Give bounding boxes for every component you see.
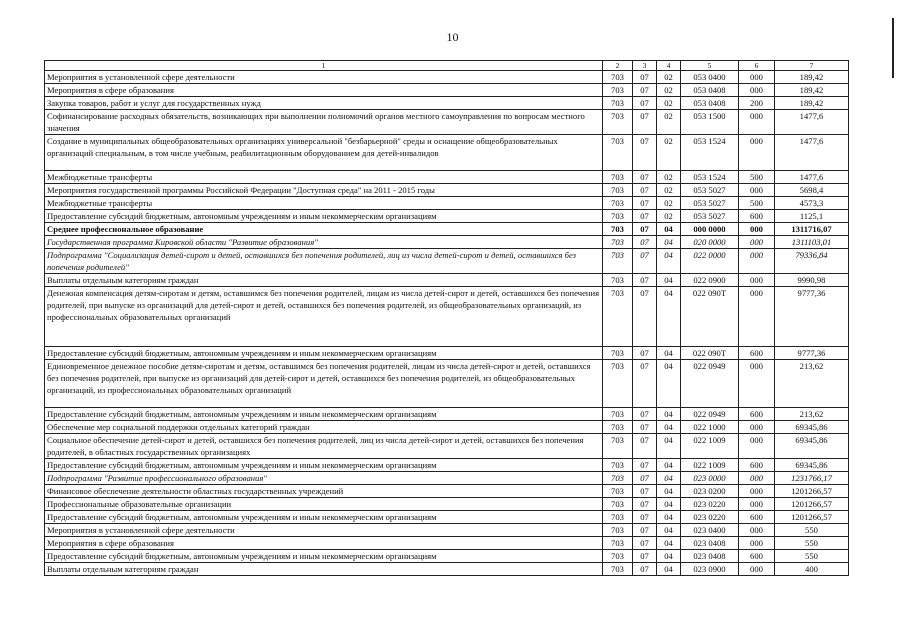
row-expense-type: 000 [739,184,775,197]
row-target-article: 023 0408 [681,550,739,563]
row-section: 07 [633,84,657,97]
row-amount: 69345,86 [775,459,849,472]
row-subsection: 02 [657,84,681,97]
row-subsection: 04 [657,287,681,347]
row-subsection: 04 [657,563,681,576]
row-expense-type: 000 [739,223,775,236]
row-subsection: 04 [657,347,681,360]
row-amount: 1477,6 [775,110,849,135]
row-expense-type: 200 [739,97,775,110]
row-subsection: 04 [657,274,681,287]
row-subsection: 04 [657,360,681,408]
row-name: Мероприятия в сфере образования [45,84,603,97]
header-cell: 1 [45,61,603,71]
row-amount: 4573,3 [775,197,849,210]
page-edge-mark [892,18,894,78]
row-code-admin: 703 [603,511,633,524]
row-code-admin: 703 [603,71,633,84]
row-name: Финансовое обеспечение деятельности областных государственных учреждений [45,485,603,498]
row-name: Предоставление субсидий бюджетным, автономным учреждениям и иным некоммерческим организациям [45,347,603,360]
header-cell: 6 [739,61,775,71]
table-row [45,550,849,563]
table-row [45,223,849,236]
row-code-admin: 703 [603,347,633,360]
row-name: Единовременное денежное пособие детям-сиротам и детям, оставшимся без попечения родителей, лицам из числа детей-сирот и детей, оставшихся без попечения родителей, при выпуске из организаций для детей-сирот и детей, оставшихся без попечения родителей, из общеобразовательных организаций, из профессиональных образовательных организаций [45,360,603,408]
row-target-article: 022 0949 [681,408,739,421]
budget-table [44,60,849,576]
row-section: 07 [633,210,657,223]
row-code-admin: 703 [603,135,633,171]
row-expense-type: 000 [739,84,775,97]
row-name: Мероприятия государственной программы Российской Федерации "Доступная среда" на 2011 - 2015 годы [45,184,603,197]
row-section: 07 [633,459,657,472]
row-expense-type: 600 [739,408,775,421]
row-section: 07 [633,347,657,360]
row-subsection: 02 [657,210,681,223]
row-subsection: 04 [657,434,681,459]
row-name: Предоставление субсидий бюджетным, автономным учреждениям и иным некоммерческим организациям [45,511,603,524]
row-target-article: 053 5027 [681,197,739,210]
table-row [45,408,849,421]
header-cell: 3 [633,61,657,71]
row-name: Предоставление субсидий бюджетным, автономным учреждениям и иным некоммерческим организациям [45,408,603,421]
row-amount: 550 [775,537,849,550]
row-name: Социальное обеспечение детей-сирот и детей, оставшихся без попечения родителей, лиц из числа детей-сирот и детей, оставшихся без попечения родителей, в областных государственных организациях [45,434,603,459]
row-amount: 1201266,57 [775,498,849,511]
row-target-article: 053 1524 [681,135,739,171]
table-row [45,236,849,249]
row-subsection: 04 [657,472,681,485]
row-amount: 69345,86 [775,434,849,459]
row-subsection: 04 [657,223,681,236]
row-section: 07 [633,197,657,210]
row-target-article: 053 0408 [681,84,739,97]
row-target-article: 022 0900 [681,274,739,287]
row-amount: 69345,86 [775,421,849,434]
row-name: Выплаты отдельным категориям граждан [45,274,603,287]
row-target-article: 053 0408 [681,97,739,110]
row-target-article: 053 1500 [681,110,739,135]
row-amount: 1477,6 [775,171,849,184]
row-code-admin: 703 [603,550,633,563]
row-target-article: 022 0000 [681,249,739,274]
row-code-admin: 703 [603,524,633,537]
row-expense-type: 000 [739,236,775,249]
row-expense-type: 000 [739,71,775,84]
row-target-article: 000 0000 [681,223,739,236]
row-name: Государственная программа Кировской области "Развитие образования" [45,236,603,249]
table-row [45,197,849,210]
table-row [45,249,849,274]
row-amount: 1311103,01 [775,236,849,249]
row-code-admin: 703 [603,97,633,110]
row-section: 07 [633,498,657,511]
table-row [45,537,849,550]
row-subsection: 04 [657,485,681,498]
row-subsection: 04 [657,408,681,421]
row-target-article: 022 1009 [681,434,739,459]
row-subsection: 04 [657,498,681,511]
row-section: 07 [633,421,657,434]
row-code-admin: 703 [603,472,633,485]
table-row [45,485,849,498]
row-expense-type: 600 [739,347,775,360]
row-target-article: 023 0408 [681,537,739,550]
row-expense-type: 500 [739,171,775,184]
table-row [45,84,849,97]
row-amount: 213,62 [775,408,849,421]
table-row [45,135,849,171]
row-expense-type: 000 [739,274,775,287]
table-row [45,274,849,287]
row-section: 07 [633,171,657,184]
row-name: Софинансирование расходных обязательств, возникающих при выполнении полномочий органов местного самоуправления по вопросам местного значения [45,110,603,135]
row-name: Мероприятия в сфере образования [45,537,603,550]
row-code-admin: 703 [603,421,633,434]
row-target-article: 022 1000 [681,421,739,434]
row-code-admin: 703 [603,485,633,498]
row-code-admin: 703 [603,223,633,236]
row-target-article: 022 1009 [681,459,739,472]
row-name: Профессиональные образовательные организации [45,498,603,511]
table-row [45,71,849,84]
row-code-admin: 703 [603,171,633,184]
row-name: Межбюджетные трансферты [45,197,603,210]
table-row [45,287,849,347]
row-code-admin: 703 [603,408,633,421]
header-cell: 5 [681,61,739,71]
row-code-admin: 703 [603,197,633,210]
row-target-article: 053 1524 [681,171,739,184]
row-expense-type: 000 [739,110,775,135]
row-expense-type: 000 [739,249,775,274]
row-expense-type: 000 [739,563,775,576]
row-name: Предоставление субсидий бюджетным, автономным учреждениям и иным некоммерческим организациям [45,459,603,472]
row-target-article: 023 0900 [681,563,739,576]
row-section: 07 [633,360,657,408]
row-amount: 400 [775,563,849,576]
row-section: 07 [633,511,657,524]
row-amount: 79336,84 [775,249,849,274]
row-name: Создание в муниципальных общеобразовательных организациях универсальной "безбарьерной" среды и оснащение общеобразовательных организаций специальным, в том числе учебным, реабилитационным оборудованием для детей-инвалидов [45,135,603,171]
row-section: 07 [633,71,657,84]
row-section: 07 [633,135,657,171]
row-code-admin: 703 [603,249,633,274]
row-target-article: 053 5027 [681,184,739,197]
row-name: Мероприятия в установленной сфере деятельности [45,71,603,84]
row-expense-type: 600 [739,210,775,223]
header-cell: 4 [657,61,681,71]
row-subsection: 02 [657,71,681,84]
row-target-article: 022 090Т [681,287,739,347]
row-section: 07 [633,274,657,287]
row-section: 07 [633,249,657,274]
row-expense-type: 000 [739,287,775,347]
row-subsection: 04 [657,421,681,434]
row-amount: 1201266,57 [775,511,849,524]
row-section: 07 [633,223,657,236]
row-subsection: 04 [657,550,681,563]
row-code-admin: 703 [603,459,633,472]
row-code-admin: 703 [603,537,633,550]
row-subsection: 04 [657,511,681,524]
row-expense-type: 000 [739,498,775,511]
row-name: Подпрограмма "Развитие профессионального образования" [45,472,603,485]
row-amount: 1201266,57 [775,485,849,498]
page-number: 10 [446,30,459,44]
table-header-row [45,61,849,71]
row-code-admin: 703 [603,563,633,576]
row-subsection: 02 [657,171,681,184]
row-code-admin: 703 [603,210,633,223]
row-code-admin: 703 [603,236,633,249]
row-subsection: 02 [657,110,681,135]
row-code-admin: 703 [603,360,633,408]
header-cell: 7 [775,61,849,71]
row-section: 07 [633,550,657,563]
row-amount: 9777,36 [775,287,849,347]
row-section: 07 [633,537,657,550]
row-section: 07 [633,485,657,498]
row-expense-type: 500 [739,197,775,210]
row-section: 07 [633,97,657,110]
row-expense-type: 000 [739,537,775,550]
row-target-article: 023 0220 [681,511,739,524]
row-name: Мероприятия в установленной сфере деятельности [45,524,603,537]
row-section: 07 [633,287,657,347]
row-target-article: 023 0220 [681,498,739,511]
table-row [45,472,849,485]
row-name: Закупка товаров, работ и услуг для государственных нужд [45,97,603,110]
row-amount: 550 [775,524,849,537]
row-amount: 189,42 [775,71,849,84]
row-target-article: 020 0000 [681,236,739,249]
row-amount: 9777,36 [775,347,849,360]
row-section: 07 [633,434,657,459]
row-subsection: 04 [657,249,681,274]
row-amount: 213,62 [775,360,849,408]
row-code-admin: 703 [603,110,633,135]
header-cell: 2 [603,61,633,71]
row-subsection: 02 [657,135,681,171]
row-amount: 1231766,17 [775,472,849,485]
row-code-admin: 703 [603,84,633,97]
row-expense-type: 600 [739,550,775,563]
row-amount: 1311716,07 [775,223,849,236]
row-amount: 1125,1 [775,210,849,223]
row-name: Межбюджетные трансферты [45,171,603,184]
row-section: 07 [633,563,657,576]
row-name: Денежная компенсация детям-сиротам и детям, оставшимся без попечения родителей, лицам из числа детей-сирот и детей, оставшихся без попечения родителей, при выпуске из организаций для детей-сирот и детей, оставшихся без попечения родителей, из общеобразовательных организаций, из профессиональных образовательных организаций [45,287,603,347]
table-row [45,347,849,360]
row-expense-type: 000 [739,434,775,459]
table-row [45,524,849,537]
row-expense-type: 000 [739,421,775,434]
row-expense-type: 000 [739,524,775,537]
row-expense-type: 000 [739,360,775,408]
table-row [45,184,849,197]
table-row [45,97,849,110]
row-subsection: 02 [657,197,681,210]
row-target-article: 053 5027 [681,210,739,223]
row-name: Подпрограмма "Социализация детей-сирот и детей, оставшихся без попечения родителей, лиц из числа детей-сирот и детей, оставшихся без попечения родителей" [45,249,603,274]
row-target-article: 022 0949 [681,360,739,408]
row-section: 07 [633,236,657,249]
row-section: 07 [633,184,657,197]
row-name: Обеспечение мер социальной поддержки отдельных категорий граждан [45,421,603,434]
row-expense-type: 000 [739,485,775,498]
row-section: 07 [633,524,657,537]
table-row [45,171,849,184]
row-section: 07 [633,110,657,135]
row-expense-type: 000 [739,135,775,171]
row-section: 07 [633,408,657,421]
table-row [45,459,849,472]
row-code-admin: 703 [603,287,633,347]
table-row [45,511,849,524]
table-row [45,434,849,459]
table-row [45,498,849,511]
row-section: 07 [633,472,657,485]
row-amount: 550 [775,550,849,563]
row-name: Предоставление субсидий бюджетным, автономным учреждениям и иным некоммерческим организациям [45,210,603,223]
row-code-admin: 703 [603,274,633,287]
row-target-article: 023 0400 [681,524,739,537]
row-subsection: 04 [657,524,681,537]
row-amount: 1477,6 [775,135,849,171]
row-amount: 9990,98 [775,274,849,287]
row-amount: 189,42 [775,84,849,97]
row-subsection: 04 [657,236,681,249]
row-name: Выплаты отдельным категориям граждан [45,563,603,576]
table-row [45,360,849,408]
row-target-article: 022 090Т [681,347,739,360]
row-name: Предоставление субсидий бюджетным, автономным учреждениям и иным некоммерческим организациям [45,550,603,563]
table-row [45,110,849,135]
row-expense-type: 600 [739,459,775,472]
table-row [45,210,849,223]
row-subsection: 04 [657,459,681,472]
row-subsection: 04 [657,537,681,550]
row-subsection: 02 [657,97,681,110]
row-amount: 5698,4 [775,184,849,197]
row-name: Среднее профессиональное образование [45,223,603,236]
row-target-article: 053 0400 [681,71,739,84]
row-amount: 189,42 [775,97,849,110]
row-code-admin: 703 [603,434,633,459]
table-row [45,563,849,576]
row-target-article: 023 0200 [681,485,739,498]
table-row [45,421,849,434]
row-subsection: 02 [657,184,681,197]
row-target-article: 023 0000 [681,472,739,485]
row-code-admin: 703 [603,498,633,511]
row-expense-type: 000 [739,472,775,485]
row-expense-type: 600 [739,511,775,524]
row-code-admin: 703 [603,184,633,197]
